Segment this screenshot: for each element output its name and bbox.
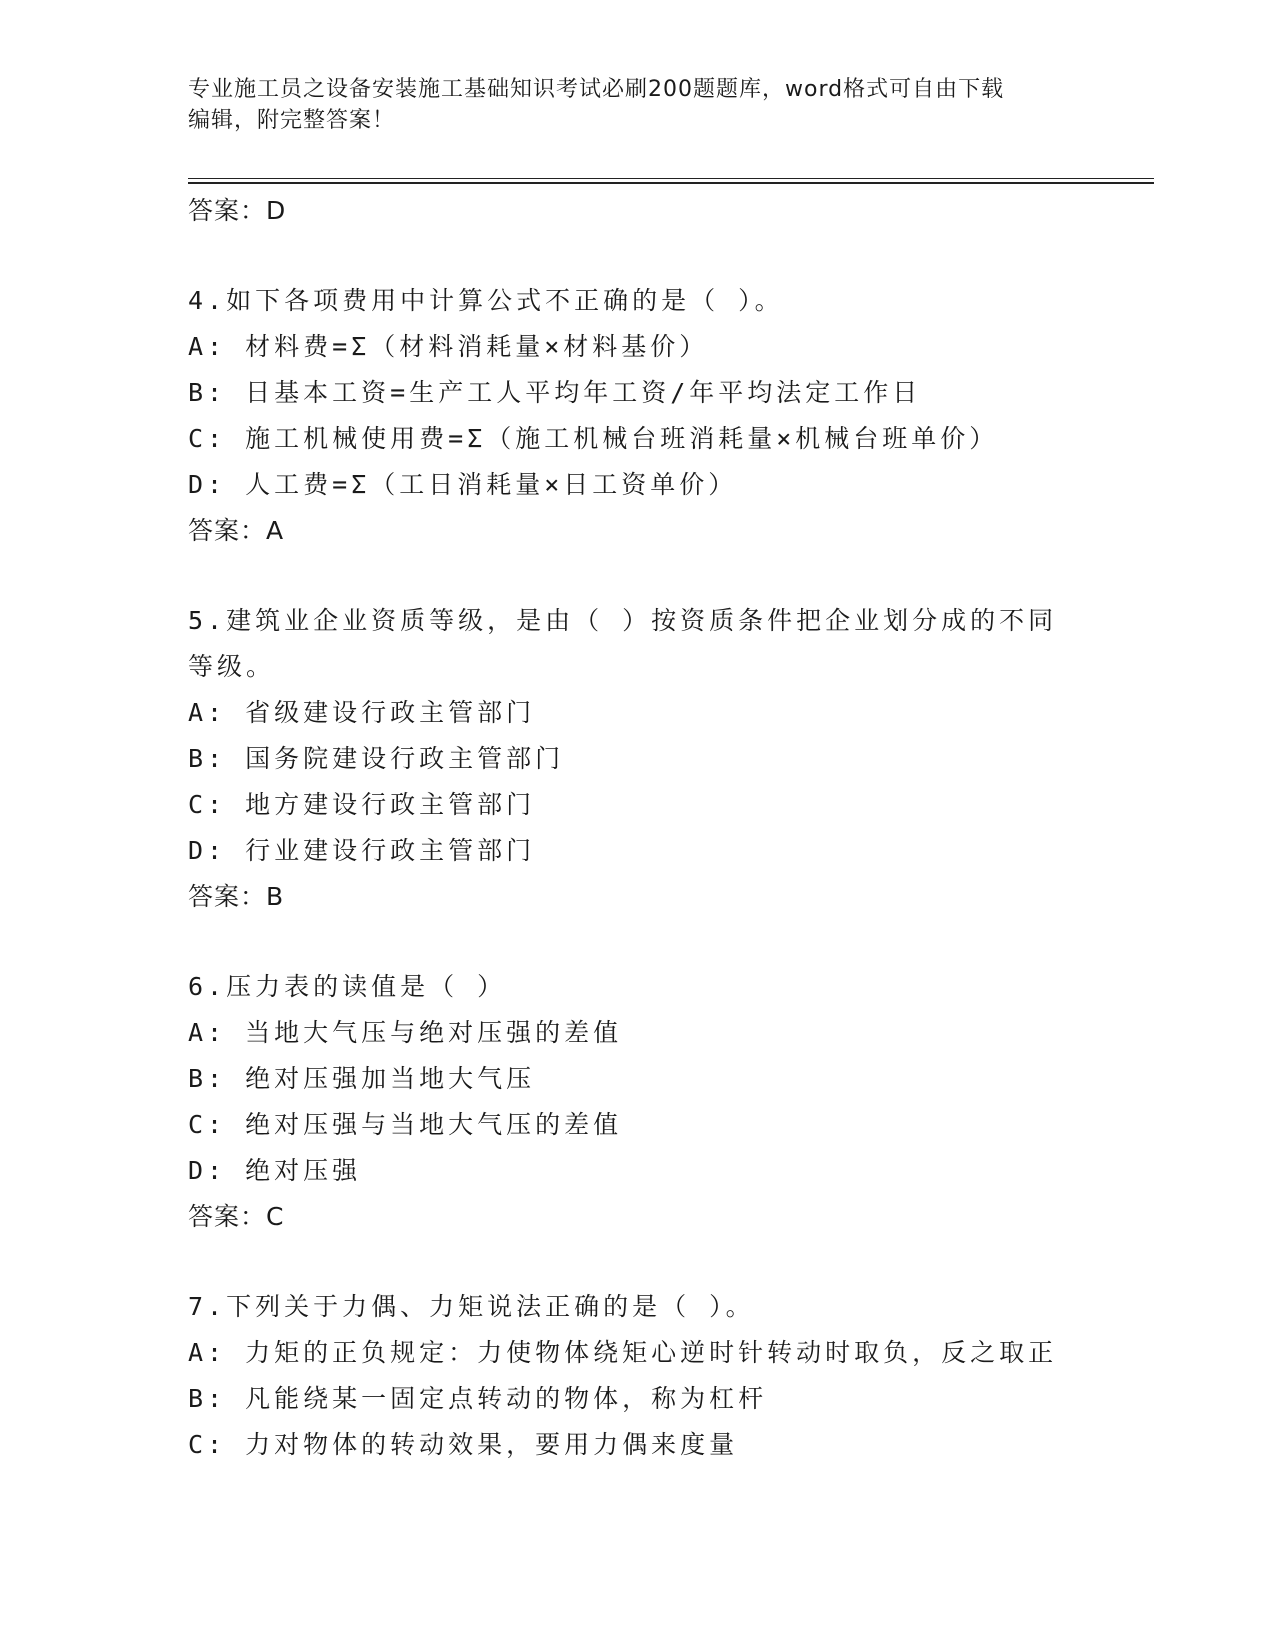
answer-line: 答案：D (188, 196, 287, 225)
option-c: C: 施工机械使用费=Σ（施工机械台班消耗量×机械台班单价） (188, 424, 999, 453)
option-c: C: 力对物体的转动效果，要用力偶来度量 (188, 1430, 739, 1459)
option-d: D: 人工费=Σ（工日消耗量×日工资单价） (188, 470, 738, 499)
question-stem: 5.建筑业企业资质等级，是由（ ）按资质条件把企业划分成的不同等级。 (188, 606, 1058, 681)
question-stem: 7.下列关于力偶、力矩说法正确的是（ ）。 (188, 1292, 755, 1321)
answer-line: 答案：C (188, 1202, 285, 1231)
header-rule-thin (188, 178, 1154, 179)
header-rule-thick (188, 182, 1154, 184)
option-d: D: 绝对压强 (188, 1156, 362, 1185)
option-d: D: 行业建设行政主管部门 (188, 836, 536, 865)
option-a: A: 材料费=Σ（材料消耗量×材料基价） (188, 332, 709, 361)
option-a: A: 力矩的正负规定：力使物体绕矩心逆时针转动时取负，反之取正 (188, 1338, 1058, 1367)
header-line-2: 编辑，附完整答案！ (188, 108, 396, 133)
question-block (188, 1284, 1088, 1468)
question-list (188, 188, 1088, 1468)
question-block (188, 598, 1088, 920)
option-a: A: 省级建设行政主管部门 (188, 698, 536, 727)
question-stem: 4.如下各项费用中计算公式不正确的是（ ）。 (188, 286, 784, 315)
answer-line: 答案：B (188, 882, 285, 911)
option-b: B: 日基本工资=生产工人平均年工资/年平均法定工作日 (188, 378, 922, 407)
option-c: C: 绝对压强与当地大气压的差值 (188, 1110, 623, 1139)
question-block (188, 278, 1088, 554)
option-b: B: 凡能绕某一固定点转动的物体，称为杠杆 (188, 1384, 768, 1413)
question-block (188, 964, 1088, 1240)
question-stem: 6.压力表的读值是（ ） (188, 972, 507, 1001)
option-a: A: 当地大气压与绝对压强的差值 (188, 1018, 623, 1047)
option-c: C: 地方建设行政主管部门 (188, 790, 536, 819)
option-b: B: 绝对压强加当地大气压 (188, 1064, 536, 1093)
document-header (188, 74, 1068, 136)
answer-line: 答案：A (188, 516, 285, 545)
option-b: B: 国务院建设行政主管部门 (188, 744, 565, 773)
header-line-1: 专业施工员之设备安装施工基础知识考试必刷200题题库，word格式可自由下载 (188, 77, 1005, 102)
